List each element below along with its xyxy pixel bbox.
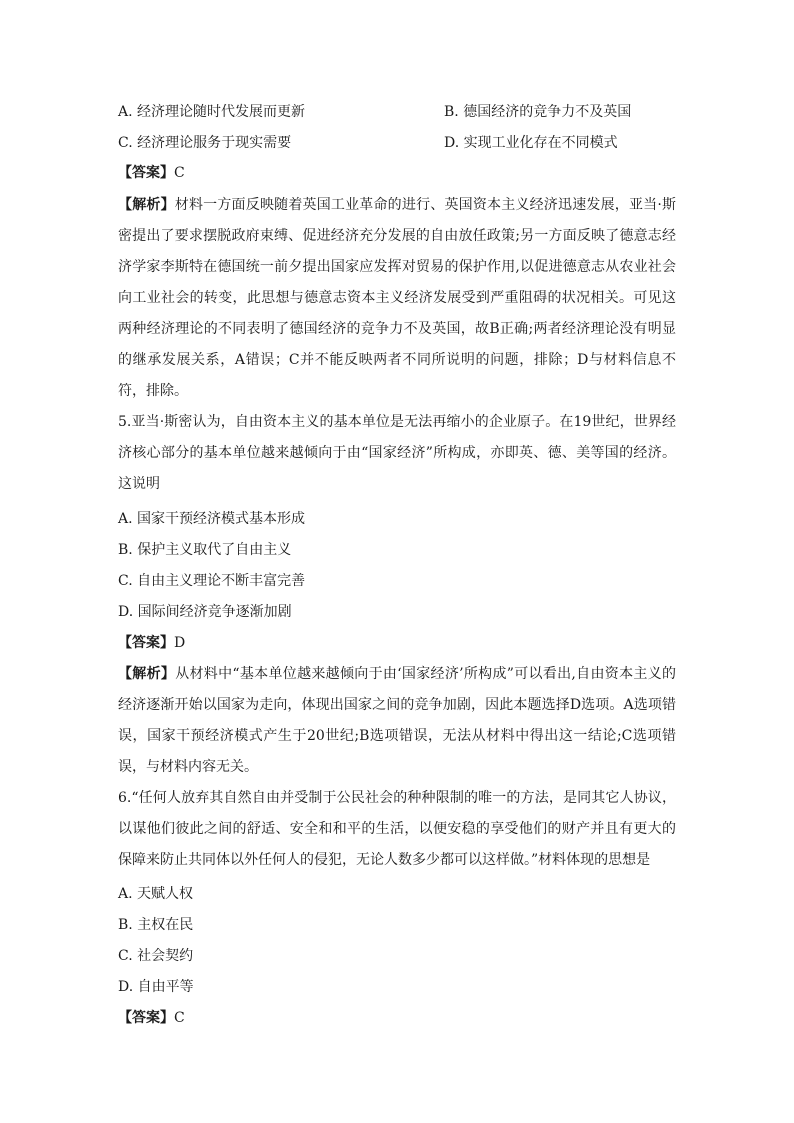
q6-answer bbox=[118, 1008, 185, 1028]
q4-option-c: C. 经济理论服务于现实需要 bbox=[118, 135, 292, 151]
q6-option-b: B. 主权在民 bbox=[118, 917, 194, 933]
analysis-label: 【解析】 bbox=[118, 666, 176, 682]
q4-option-b: B. 德国经济的竞争力不及英国 bbox=[444, 104, 632, 120]
q5-stem: 5.亚当·斯密认为，自由资本主义的基本单位是无法再缩小的企业原子。在19世纪，世界经济核心部分的基本单位越来越倾向于由“国家经济”所构成，亦即英、德、美等国的经济。这说明 bbox=[118, 414, 676, 492]
answer-value: C bbox=[174, 165, 185, 181]
q5-option-a: A. 国家干预经济模式基本形成 bbox=[118, 511, 306, 527]
q5-answer bbox=[118, 633, 185, 653]
answer-label: 【答案】 bbox=[118, 1010, 174, 1026]
q4-analysis bbox=[118, 190, 676, 407]
q6-option-d: D. 自由平等 bbox=[118, 979, 194, 995]
answer-label: 【答案】 bbox=[118, 635, 174, 651]
answer-value: D bbox=[174, 635, 186, 651]
q4-option-a: A. 经济理论随时代发展而更新 bbox=[118, 104, 306, 120]
q6-option-c: C. 社会契约 bbox=[118, 948, 194, 964]
q5-analysis bbox=[118, 659, 676, 783]
q4-answer bbox=[118, 163, 185, 183]
answer-label: 【答案】 bbox=[118, 165, 174, 181]
q5-option-d: D. 国际间经济竞争逐渐加剧 bbox=[118, 604, 292, 620]
q5-option-c: C. 自由主义理论不断丰富完善 bbox=[118, 573, 306, 589]
analysis-text: 从材料中“基本单位越来越倾向于由‘国家经济’所构成”可以看出,自由资本主义的经济逐渐开始以国家为走向，体现出国家之间的竞争加剧，因此本题选择D选项。A选项错误，国家干预经济模式产生于20世纪;B选项错误，无法从材料中得出这一结论;C选项错误，与材料内容无关。 bbox=[118, 666, 676, 775]
q5-option-b: B. 保护主义取代了自由主义 bbox=[118, 542, 292, 558]
q6-stem: 6.“任何人放弃其自然自由并受制于公民社会的种种限制的唯一的方法，是同其它人协议，以谋他们彼此之间的舒适、安全和和平的生活，以便安稳的享受他们的财产并且有更大的保障来防止共同体以外任何人的侵犯，无论人数多少都可以这样做。”材料体现的思想是 bbox=[118, 790, 676, 868]
analysis-text: 材料一方面反映随着英国工业革命的进行、英国资本主义经济迅速发展，亚当·斯密提出了要求摆脱政府束缚、促进经济充分发展的自由放任政策;另一方面反映了德意志经济学家李斯特在德国统一前夕提出国家应发挥对贸易的保护作用,以促进德意志从农业社会向工业社会的转变，此思想与德意志资本主义经济发展受到严重阻碍的状况相关。可见这两种经济理论的不同表明了德国经济的竞争力不及英国，故B正确;两者经济理论没有明显的继承发展关系，A错误；C并不能反映两者不同所说明的问题，排除；D与材料信息不符，排除。 bbox=[118, 197, 677, 399]
q4-option-d: D. 实现工业化存在不同模式 bbox=[444, 135, 618, 151]
answer-value: C bbox=[174, 1010, 185, 1026]
q6-option-a: A. 天赋人权 bbox=[118, 886, 194, 902]
analysis-label: 【解析】 bbox=[118, 197, 175, 213]
